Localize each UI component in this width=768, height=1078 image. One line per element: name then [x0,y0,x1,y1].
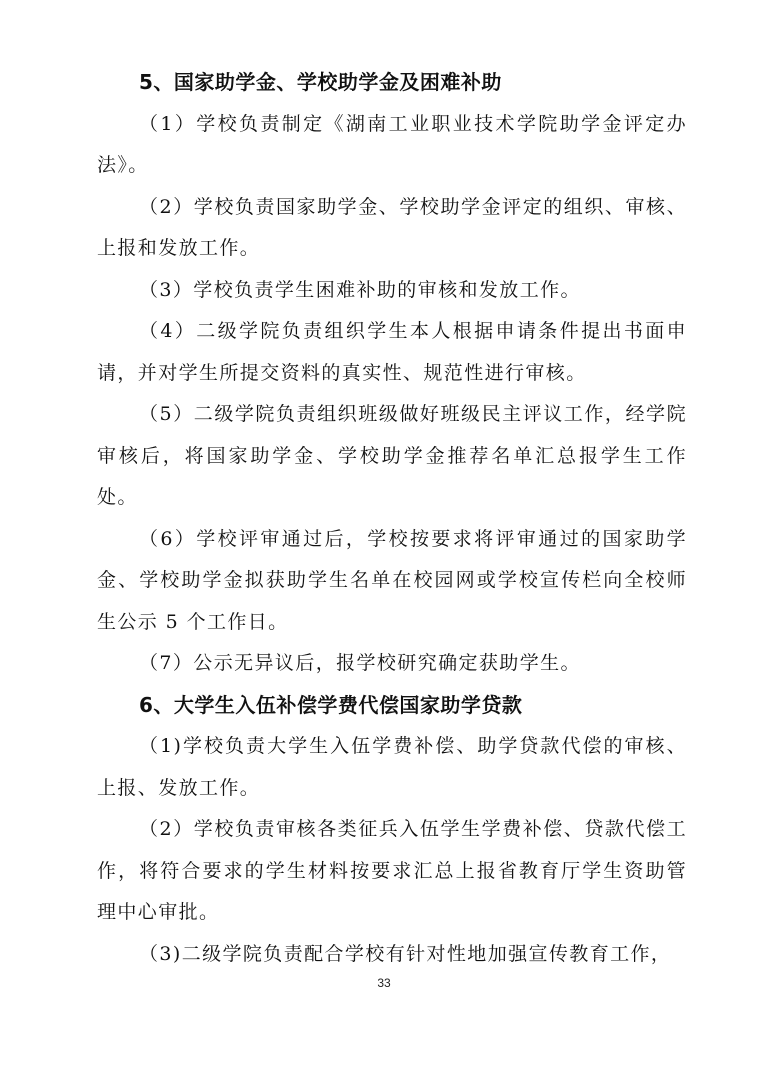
paragraph: （3）学校负责学生困难补助的审核和发放工作。 [139,278,581,301]
paragraph: （5）二级学院负责组织班级做好班级民主评议工作，经学院审核后，将国家助学金、学校助学金推荐名单汇总报学生工作处。 [97,403,687,508]
paragraph: （6）学校评审通过后，学校按要求将评审通过的国家助学金、学校助学金拟获助学生名单在校园网或学校宣传栏向全校师生公示 5 个工作日。 [97,527,687,633]
paragraph: （7）公示无异议后，报学校研究确定获助学生。 [139,652,581,674]
paragraph: （4）二级学院负责组织学生本人根据申请条件提出书面申请，并对学生所提交资料的真实性、规范性进行审核。 [97,320,687,384]
paragraph: （2）学校负责国家助学金、学校助学金评定的组织、审核、上报和发放工作。 [97,195,687,259]
page-number: 33 [377,976,391,990]
section-heading-6: 6、大学生入伍补偿学费代偿国家助学贷款 [139,692,523,717]
paragraph: （3)二级学院负责配合学校有针对性地加强宣传教育工作， [139,942,672,965]
paragraph: （1）学校负责制定《湖南工业职业技术学院助学金评定办法》。 [97,112,687,176]
paragraph: （2）学校负责审核各类征兵入伍学生学费补偿、贷款代偿工作，将符合要求的学生材料按要求汇总上报省教育厅学生资助管理中心审批。 [97,818,687,923]
body-text [97,62,687,975]
section-heading-5: 5、国家助学金、学校助学金及困难补助 [139,70,502,94]
paragraph: （1)学校负责大学生入伍学费补偿、助学贷款代偿的审核、上报、发放工作。 [97,735,687,799]
